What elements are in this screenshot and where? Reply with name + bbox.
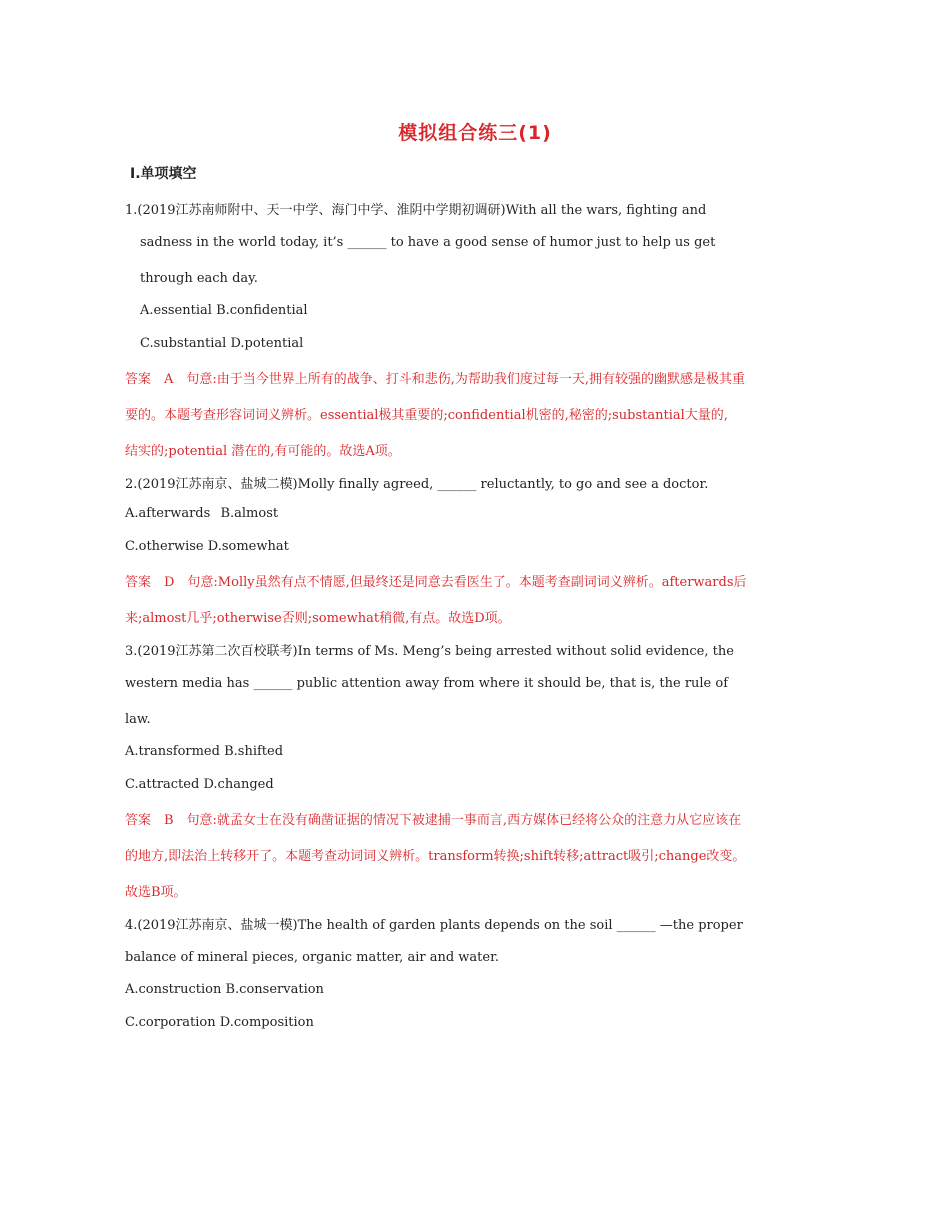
answer-1-explanation: 答案 A 句意:由于当今世界上所有的战争、打斗和悲伤,为帮助我们度过每一天,拥有较强的幽默感是极其重 (125, 372, 746, 387)
option-b: B.conservation (225, 982, 324, 997)
question-1-options-row-2 (140, 336, 303, 351)
answer-2-explanation: 来;almost几乎;otherwise否则;somewhat稍微,有点。故选D项。 (125, 611, 511, 626)
question-4-options-row-1 (125, 982, 324, 997)
question-3-options-row-1 (125, 744, 283, 759)
option-b: B.shifted (224, 744, 284, 759)
page-title: 模拟组合练三(1) (398, 122, 552, 144)
question-1-options-row-1 (140, 303, 308, 318)
option-a: A.essential (140, 303, 212, 318)
question-4-text: balance of mineral pieces, organic matter, air and water. (125, 950, 499, 965)
question-3-text: 3.(2019江苏第二次百校联考)In terms of Ms. Meng’s being arrested without solid evidence, the (125, 644, 734, 659)
question-2-text: 2.(2019江苏南京、盐城二模)Molly finally agreed, ______ reluctantly, to go and see a doctor. (125, 477, 709, 492)
question-2-options-row-2 (125, 539, 289, 554)
question-1-text: sadness in the world today, it’s ______ to have a good sense of humor just to help us get (140, 235, 716, 250)
option-d: D.somewhat (207, 539, 289, 554)
option-c: C.corporation (125, 1015, 216, 1030)
option-a: A.afterwards (125, 506, 211, 521)
answer-3-explanation: 答案 B 句意:就孟女士在没有确凿证据的情况下被逮捕一事而言,西方媒体已经将公众的注意力从它应该在 (125, 813, 742, 828)
question-1-text: 1.(2019江苏南师附中、天一中学、海门中学、淮阴中学期初调研)With all the wars, fighting and (125, 203, 707, 218)
answer-1-explanation: 要的。本题考查形容词词义辨析。essential极其重要的;confidential机密的,秘密的;substantial大量的, (125, 408, 728, 423)
answer-2-explanation: 答案 D 句意:Molly虽然有点不情愿,但最终还是同意去看医生了。本题考查副词词义辨析。afterwards后 (125, 575, 747, 590)
option-a: A.construction (125, 982, 222, 997)
option-d: D.changed (203, 777, 274, 792)
question-3-text: western media has ______ public attention away from where it should be, that is, the rule of (125, 676, 729, 691)
answer-3-explanation: 故选B项。 (125, 885, 187, 900)
option-a: A.transformed (125, 744, 220, 759)
section-heading: Ⅰ.单项填空 (130, 166, 197, 182)
question-3-text: law. (125, 712, 151, 727)
option-b: B.confidential (216, 303, 308, 318)
question-3-options-row-2 (125, 777, 274, 792)
option-d: D.composition (219, 1015, 314, 1030)
question-4-text: 4.(2019江苏南京、盐城一模)The health of garden plants depends on the soil ______ —the proper (125, 918, 743, 933)
question-2-options-row-1 (125, 506, 278, 521)
question-1-text: through each day. (140, 271, 258, 286)
option-c: C.otherwise (125, 539, 204, 554)
answer-3-explanation: 的地方,即法治上转移开了。本题考查动词词义辨析。transform转换;shift转移;attract吸引;change改变。 (125, 849, 746, 864)
option-c: C.substantial (140, 336, 227, 351)
option-d: D.potential (230, 336, 304, 351)
option-c: C.attracted (125, 777, 200, 792)
answer-1-explanation: 结实的;potential 潜在的,有可能的。故选A项。 (125, 444, 401, 459)
question-4-options-row-2 (125, 1015, 314, 1030)
option-b: B.almost (220, 506, 279, 521)
